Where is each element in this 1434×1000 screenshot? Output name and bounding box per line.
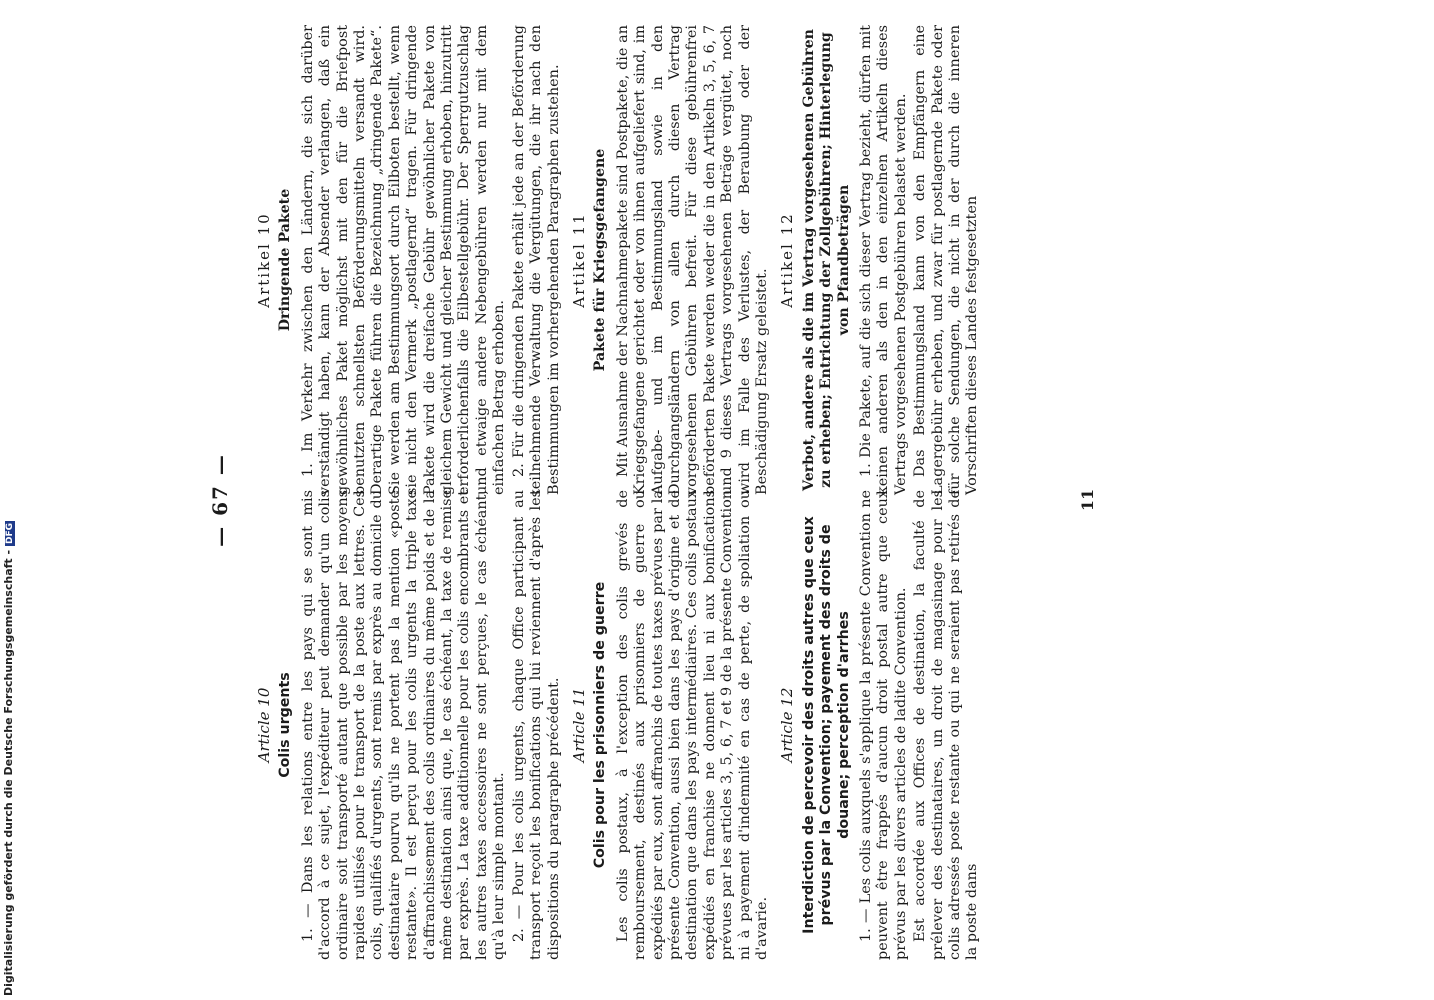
article-10-heading-de: Dringende Pakete [277, 188, 294, 332]
rotated-page [200, 0, 1300, 1000]
french-column [248, 490, 984, 960]
article-10-para-1-fr: 1. — Dans les relations entre les pays qui se sont mis d'accord à ce sujet, l'expéditeur peut demander qu'un colis ordinaire soit transporté autant que possible par les moyens rapides utilisés pour le transport de la poste aux lettres. Ces colis, qualifiés d'urgents, sont remis par exprès au domicile du destinataire pourvu qu'ils ne portent pas la mention «poste restante». Il est perçu pour les colis urgents la triple taxe d'affranchissement des colis ordinaires du même poids et de la même destination ainsi que, le cas échéant, la taxe de remise par exprès. La taxe additionnelle pour les colis encombrants et les autres taxes accessoires ne sont perçues, le cas échéant, qu'à leur simple montant. [299, 490, 508, 960]
signature-mark: 11 [1078, 488, 1097, 512]
article-10-heading-fr: Colis urgents [277, 672, 294, 778]
footer-credit [2, 521, 15, 996]
article-11-title-de: Artikel 11 [569, 212, 588, 308]
footer-text: Digitalisierung gefördert durch die Deutsche Forschungsgemeinschaft - [2, 549, 15, 996]
article-12-heading-fr: Interdiction de percevoir des droits autres que ceux prévus par la Convention; payement des droits de douane; perception d'arrhes [800, 516, 852, 934]
article-11-para-1-de: Mit Ausnahme der Nachnahmepakete sind Postpakete, die an Kriegsgefangene gerichtet oder von ihnen aufgeliefert sind, im Aufgabe- und im Bestimmungsland sowie in den Durchgangsländern von allen durch diesen Vertrag vorgesehenen Gebühren befreit. Für diese gebührenfrei beförderten Pakete werden weder die in den Artikeln 3, 5, 6, 7 und 9 dieses Vertrags vorgesehenen Beträge vergütet, noch wird im Falle des Verlustes, der Beraubung oder der Beschädigung Ersatz geleistet. [614, 25, 770, 495]
article-12-title-fr: Article 12 [778, 687, 797, 763]
article-11-para-1-fr: Les colis postaux, à l'exception des colis grevés de remboursement, destinés aux prisonniers de guerre ou expédiés par eux, sont affranchis de toutes taxes prévues par la présente Convention, aussi bien dans les pays d'origine et de destination que dans les pays intermédiaires. Ces colis postaux expédiés en franchise ne donnent lieu ni aux bonifications prévues par les articles 3, 5, 6, 7 et 9 de la présente Convention ni à payement d'indemnité en cas de perte, de spoliation ou d'avarie. [614, 490, 770, 960]
article-12-para-1-de: 1. Die Pakete, auf die sich dieser Vertrag bezieht, dürfen mit keinen anderen als den in den einzelnen Artikeln dieses Vertrags vorgesehenen Postgebühren belastet werden. [858, 25, 909, 495]
german-column [248, 25, 984, 495]
article-10-title-fr: Article 10 [255, 687, 273, 763]
article-10-para-2-fr: 2. — Pour les colis urgents, chaque Office participant au transport reçoit les bonifications qui lui reviennent d'après les dispositions du paragraphe précédent. [510, 490, 562, 960]
article-12-title-de: Artikel 12 [778, 212, 797, 308]
article-10-para-2-de: 2. Für die dringenden Pakete erhält jede an der Beförderung teilnehmende Verwaltung die Vergütungen, die ihr nach den Bestimmungen im vorhergehenden Paragraphen zustehen. [510, 25, 562, 495]
article-12-para-2-fr: Est accordée aux Offices de destination, la faculté de prélever des destinataires, un droit de magasinage pour les colis adressés poste restante ou qui ne seraient pas retirés de la poste dans [912, 490, 981, 960]
footer [0, 0, 26, 1000]
article-11-title-fr: Article 11 [569, 687, 588, 763]
page-number: — 67 — [208, 453, 232, 547]
article-11-heading-de: Pakete für Kriegsgefangene [592, 148, 609, 372]
article-10-title-de: Artikel 10 [255, 212, 273, 308]
article-12-para-1-fr: 1. — Les colis auxquels s'applique la présente Convention ne peuvent être frappés d'aucun droit postal autre que ceux prévus par les divers articles de ladite Convention. [858, 490, 909, 960]
article-12-para-2-de: Das Bestimmungsland kann von den Empfängern eine Lagergebühr erheben, und zwar für postlagernde Pakete oder für solche Sendungen, die nicht in der durch die inneren Vorschriften dieses Landes festgesetzten [912, 25, 981, 495]
article-12-heading-de: Verbot, andere als die im Vertrag vorgesehenen Gebühren zu erheben; Entrichtung der Zollgebühren; Hinterlegung von Pfandbeträgen [800, 29, 852, 491]
article-10-para-1-de: 1. Im Verkehr zwischen den Ländern, die sich darüber verständigt haben, kann der Absender verlangen, daß ein gewöhnliches Paket möglichst mit den für die Briefpost benutzten schnellsten Beförderungsmitteln versandt wird. Derartige Pakete führen die Bezeichnung „dringende Pakete“. Sie werden am Bestimmungsort durch Eilboten bestellt, wenn sie nicht den Vermerk „postlagernd“ tragen. Für dringende Pakete wird die dreifache Gebühr gewöhnlicher Pakete von gleichem Gewicht und gleicher Bestimmung erhoben, hinzutritt erforderlichenfalls die Eilbestellgebühr. Der Sperrgutzuschlag und etwaige andere Nebengebühren werden nur mit dem einfachen Betrag erhoben. [299, 25, 508, 495]
dfg-logo: DFG [5, 522, 15, 544]
article-11-heading-fr: Colis pour les prisonniers de guerre [592, 581, 609, 869]
